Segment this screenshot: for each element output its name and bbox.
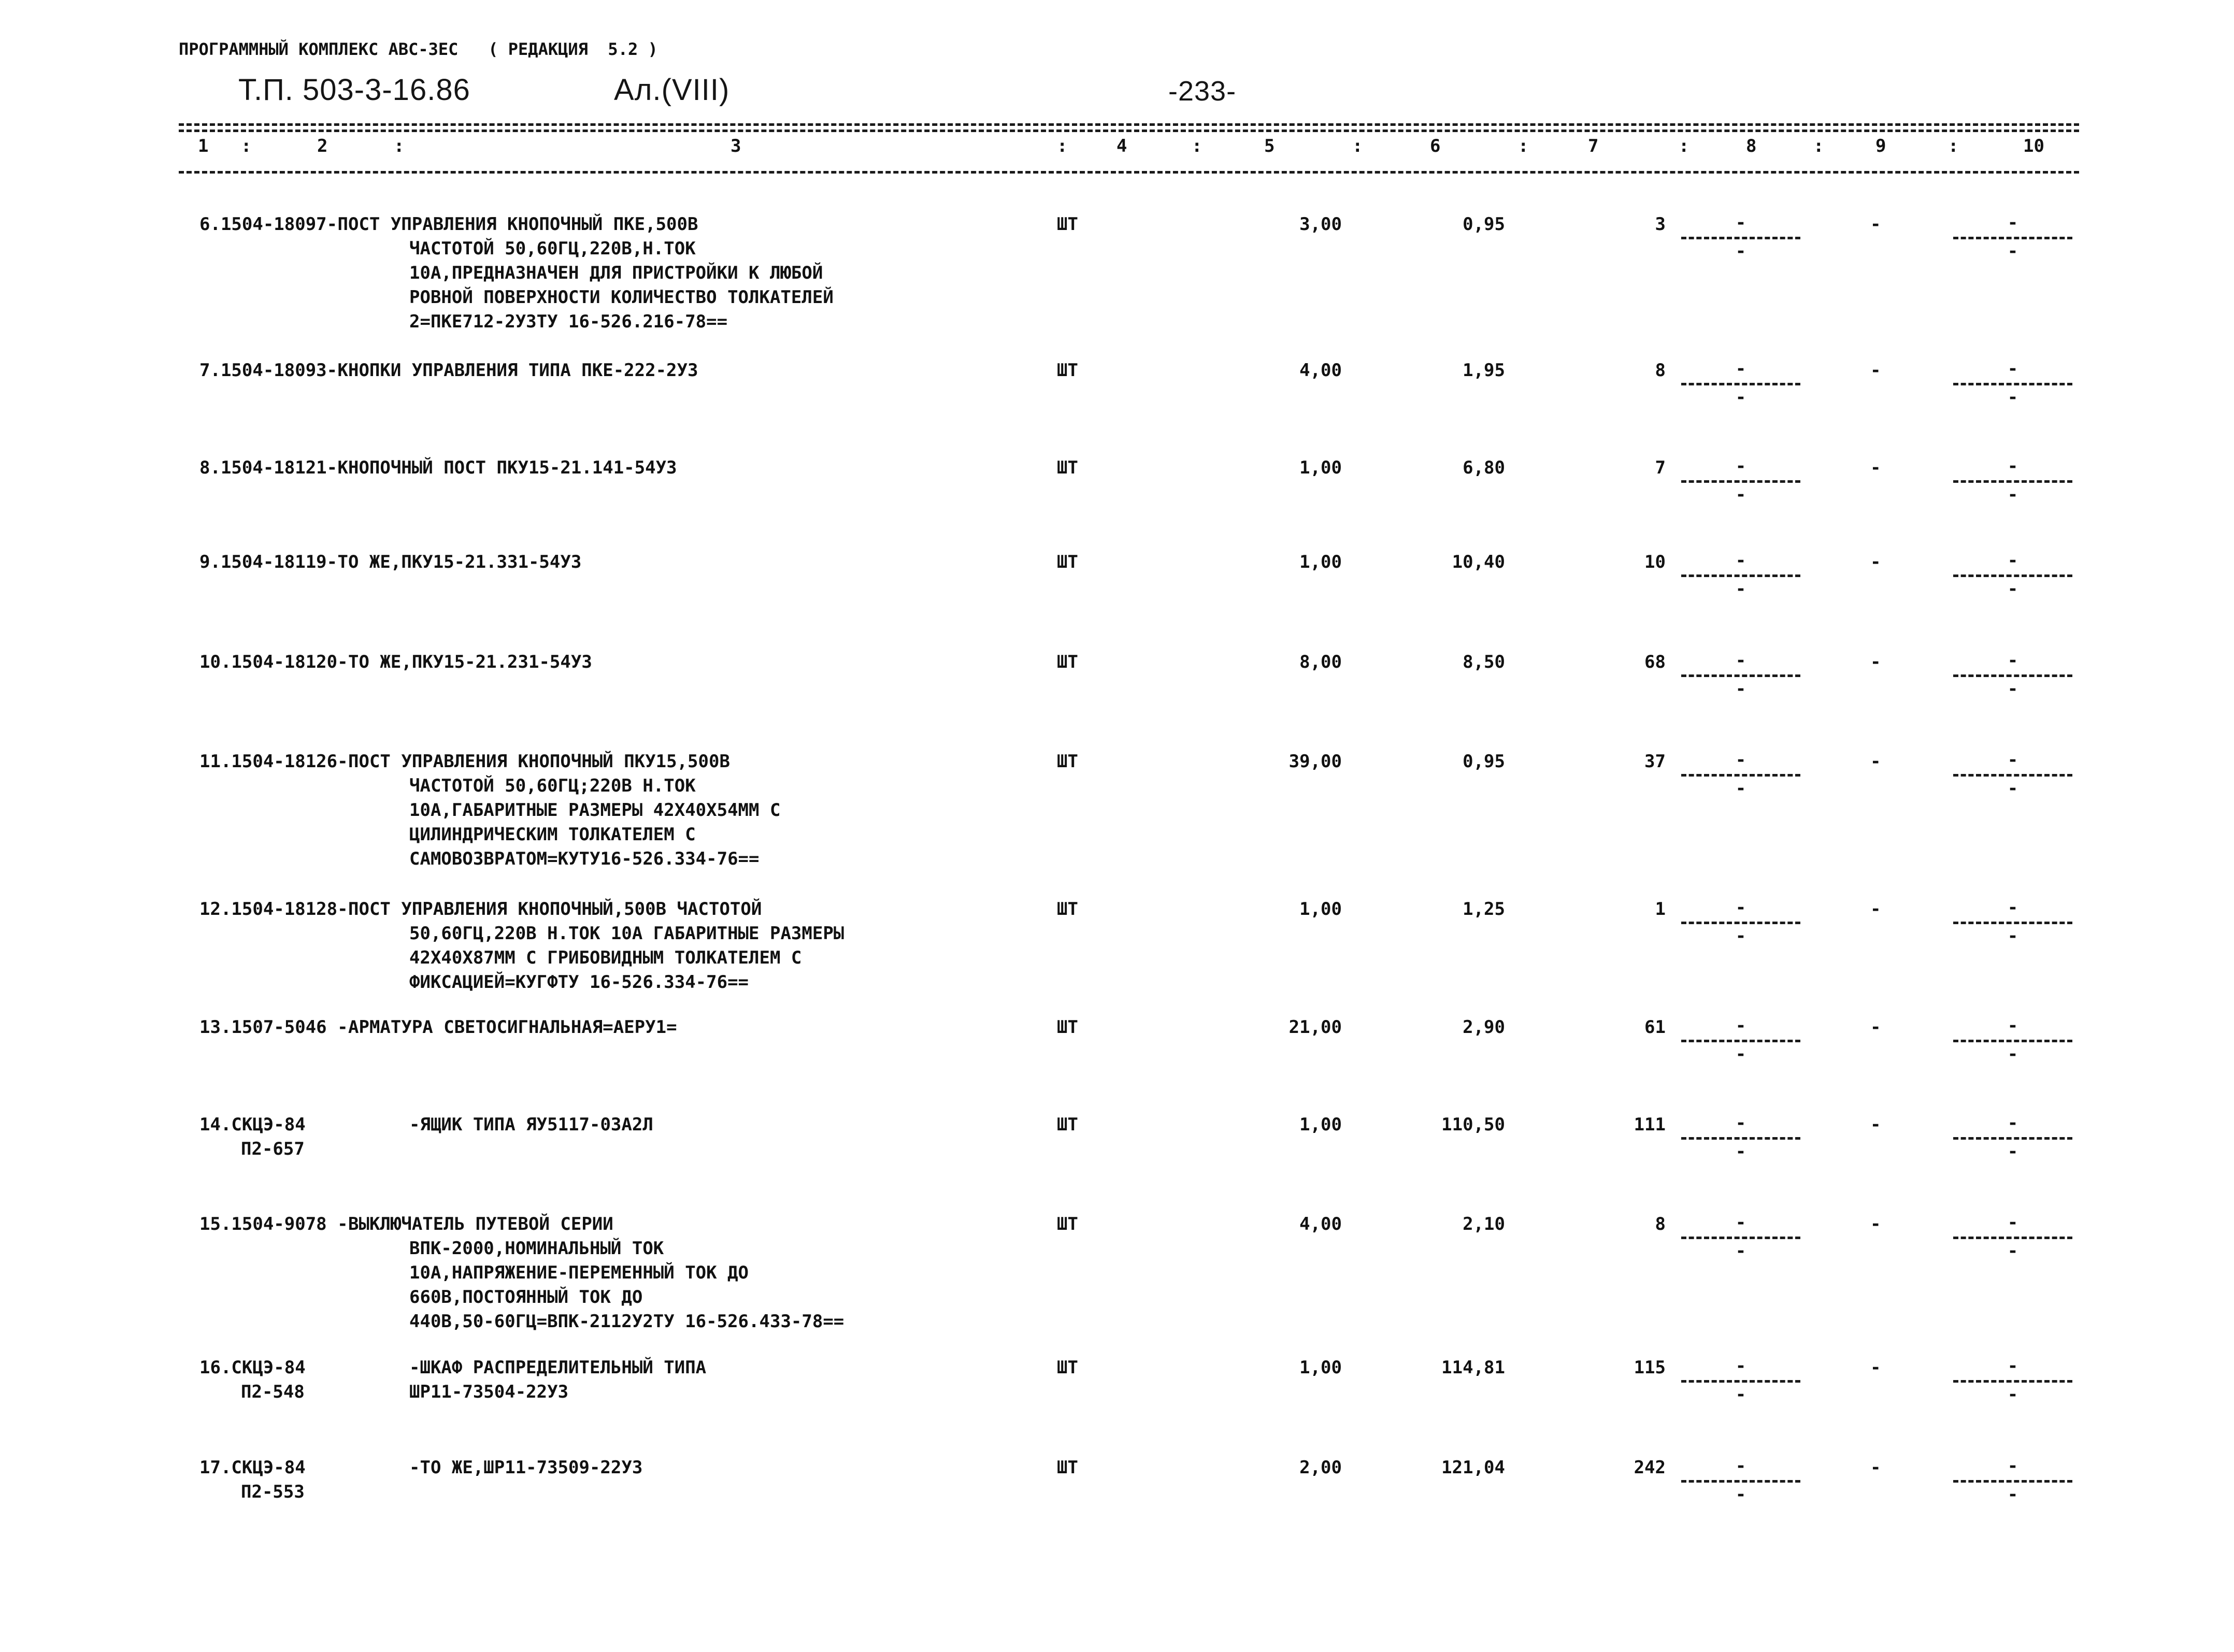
unit: ШТ [1057, 899, 1078, 920]
total-cost: 242 [1634, 1457, 1666, 1478]
column-separator: : [1948, 136, 1959, 156]
item-description-line: ЧАСТОТОЙ 50,60ГЦ,220В,Н.ТОК [409, 238, 696, 259]
column-8-top: - [1735, 212, 1746, 233]
item-description-line: -ЯЩИК ТИПА ЯУ5117-03А2Л [409, 1114, 653, 1135]
column-8-fraction [1681, 897, 1800, 954]
total-cost: 3 [1655, 214, 1666, 235]
column-8-bottom: - [1735, 579, 1746, 599]
column-8-top: - [1735, 1015, 1746, 1036]
item-description-line: 50,60ГЦ,220В Н.ТОК 10А ГАБАРИТНЫЕ РАЗМЕРЫ [409, 923, 844, 944]
unit-price: 8,50 [1463, 652, 1505, 672]
column-8-fraction [1681, 358, 1800, 415]
quantity: 1,00 [1299, 552, 1342, 572]
item-code: 9.1504-18119- [199, 552, 338, 572]
column-9-value: - [1870, 1114, 1881, 1135]
quantity: 4,00 [1299, 360, 1342, 381]
column-8-bottom: - [1735, 1141, 1746, 1162]
column-10-fraction [1953, 750, 2072, 807]
total-cost: 1 [1655, 899, 1666, 920]
quantity: 2,00 [1299, 1457, 1342, 1478]
column-9-value: - [1870, 652, 1881, 672]
column-8-bottom: - [1735, 778, 1746, 799]
page-number: -233- [1168, 76, 1237, 107]
item-description-line: ЧАСТОТОЙ 50,60ГЦ;220В Н.ТОК [409, 775, 696, 796]
unit: ШТ [1057, 1017, 1078, 1038]
column-8-fraction [1681, 1113, 1800, 1170]
column-separator: : [1813, 136, 1824, 156]
column-10-top: - [2007, 456, 2018, 477]
column-10-fraction [1953, 1356, 2072, 1413]
fraction-bar [1953, 383, 2072, 385]
unit: ШТ [1057, 214, 1078, 235]
column-8-bottom: - [1735, 679, 1746, 699]
fraction-bar [1953, 1480, 2072, 1483]
column-8-top: - [1735, 358, 1746, 379]
album-number: Ал.(VIII) [614, 73, 730, 107]
top-rule-2 [179, 130, 2079, 132]
quantity: 1,00 [1299, 1114, 1342, 1135]
column-8-top: - [1735, 750, 1746, 770]
column-8-top: - [1735, 1212, 1746, 1233]
fraction-bar [1681, 1480, 1800, 1483]
unit: ШТ [1057, 457, 1078, 478]
column-10-top: - [2007, 650, 2018, 671]
column-8-fraction [1681, 1456, 1800, 1513]
fraction-bar [1681, 674, 1800, 677]
quantity: 4,00 [1299, 1214, 1342, 1234]
column-8-top: - [1735, 1456, 1746, 1476]
fraction-bar [1953, 1380, 2072, 1383]
fraction-bar [1953, 1137, 2072, 1140]
item-code: 15.1504-9078 - [199, 1214, 348, 1234]
total-cost: 10 [1644, 552, 1666, 572]
fraction-bar [1681, 237, 1800, 239]
column-8-top: - [1735, 897, 1746, 918]
column-10-bottom: - [2007, 679, 2018, 699]
column-separator: : [394, 136, 405, 156]
item-description-line: ТО ЖЕ,ПКУ15-21.331-54УЗ [337, 552, 582, 572]
item-code: 12.1504-18128- [199, 899, 348, 920]
column-9-value: - [1870, 899, 1881, 920]
fraction-bar [1953, 1040, 2072, 1042]
column-8-top: - [1735, 550, 1746, 571]
item-code: 7.1504-18093- [199, 360, 338, 381]
item-code: 14.СКЦЭ-84 [199, 1114, 306, 1135]
unit: ШТ [1057, 751, 1078, 772]
item-description-line: -ТО ЖЕ,ШР11-73509-22УЗ [409, 1457, 643, 1478]
column-10-top: - [2007, 1356, 2018, 1376]
item-description-line: 10А,НАПРЯЖЕНИЕ-ПЕРЕМЕННЫЙ ТОК ДО [409, 1262, 749, 1283]
column-separator: : [1057, 136, 1068, 156]
column-10-fraction [1953, 1456, 2072, 1513]
drawing-number: Т.П. 503-3-16.86 [238, 73, 470, 107]
quantity: 39,00 [1288, 751, 1342, 772]
column-8-top: - [1735, 1113, 1746, 1133]
column-10-bottom: - [2007, 1141, 2018, 1162]
item-code-ref: П2-553 [241, 1482, 305, 1502]
item-code: 6.1504-18097- [199, 214, 338, 235]
column-10-fraction [1953, 1113, 2072, 1170]
item-description-line: 660В,ПОСТОЯННЫЙ ТОК ДО [409, 1287, 643, 1308]
fraction-bar [1681, 922, 1800, 924]
unit-price: 1,25 [1463, 899, 1505, 920]
unit: ШТ [1057, 552, 1078, 572]
top-rule [179, 123, 2079, 126]
column-header-6: 6 [1430, 136, 1441, 156]
column-header-1: 1 [198, 136, 209, 156]
column-10-top: - [2007, 1456, 2018, 1476]
total-cost: 37 [1644, 751, 1666, 772]
program-header: ПРОГРАММНЫЙ КОМПЛЕКС АВС-3ЕС ( РЕДАКЦИЯ 5.2 ) [179, 39, 658, 59]
fraction-bar [1953, 922, 2072, 924]
unit-price: 10,40 [1452, 552, 1505, 572]
column-9-value: - [1870, 360, 1881, 381]
unit: ШТ [1057, 360, 1078, 381]
column-10-fraction [1953, 358, 2072, 415]
column-header-7: 7 [1588, 136, 1599, 156]
column-separator: : [1192, 136, 1202, 156]
column-10-top: - [2007, 1113, 2018, 1133]
fraction-bar [1681, 1040, 1800, 1042]
column-10-top: - [2007, 1015, 2018, 1036]
total-cost: 68 [1644, 652, 1666, 672]
unit-price: 0,95 [1463, 214, 1505, 235]
column-9-value: - [1870, 751, 1881, 772]
item-description-line: 440В,50-60ГЦ=ВПК-2112У2ТУ 16-526.433-78== [409, 1311, 844, 1332]
column-8-fraction [1681, 550, 1800, 607]
unit-price: 2,90 [1463, 1017, 1505, 1038]
item-description-line: ПОСТ УПРАВЛЕНИЯ КНОПОЧНЫЙ ПКЕ,500В [337, 214, 698, 235]
fraction-bar [1681, 383, 1800, 385]
item-description-line: 10А,ГАБАРИТНЫЕ РАЗМЕРЫ 42Х40Х54ММ С [409, 800, 781, 821]
column-10-bottom: - [2007, 1384, 2018, 1405]
total-cost: 8 [1655, 360, 1666, 381]
column-10-top: - [2007, 550, 2018, 571]
item-code-ref: П2-548 [241, 1382, 305, 1402]
column-header-4: 4 [1116, 136, 1127, 156]
column-8-fraction [1681, 1015, 1800, 1072]
fraction-bar [1681, 480, 1800, 483]
column-8-fraction [1681, 212, 1800, 269]
unit-price: 121,04 [1441, 1457, 1505, 1478]
fraction-bar [1681, 774, 1800, 777]
unit: ШТ [1057, 1114, 1078, 1135]
item-description-line: -ШКАФ РАСПРЕДЕЛИТЕЛЬНЫЙ ТИПА [409, 1357, 707, 1378]
item-code: 10.1504-18120- [199, 652, 348, 672]
item-description-line: ВЫКЛЮЧАТЕЛЬ ПУТЕВОЙ СЕРИИ [348, 1214, 613, 1234]
column-10-fraction [1953, 650, 2072, 707]
column-8-bottom: - [1735, 1241, 1746, 1261]
column-8-bottom: - [1735, 1384, 1746, 1405]
unit-price: 6,80 [1463, 457, 1505, 478]
column-9-value: - [1870, 552, 1881, 572]
item-description-line: 42Х40Х87ММ С ГРИБОВИДНЫМ ТОЛКАТЕЛЕМ С [409, 947, 802, 968]
item-description-line: САМОВОЗВРАТОМ=КУТУ16-526.334-76== [409, 849, 760, 869]
column-10-bottom: - [2007, 579, 2018, 599]
column-8-fraction [1681, 1356, 1800, 1413]
item-description-line: АРМАТУРА СВЕТОСИГНАЛЬНАЯ=АЕРУ1= [348, 1017, 677, 1038]
column-10-bottom: - [2007, 926, 2018, 946]
column-separator: : [1518, 136, 1529, 156]
column-8-fraction [1681, 456, 1800, 513]
quantity: 1,00 [1299, 457, 1342, 478]
quantity: 8,00 [1299, 652, 1342, 672]
column-9-value: - [1870, 1457, 1881, 1478]
column-header-5: 5 [1264, 136, 1275, 156]
item-description-line: РОВНОЙ ПОВЕРХНОСТИ КОЛИЧЕСТВО ТОЛКАТЕЛЕЙ [409, 287, 834, 308]
column-10-fraction [1953, 456, 2072, 513]
column-9-value: - [1870, 214, 1881, 235]
item-description-line: 2=ПКЕ712-2УЗТУ 16-526.216-78== [409, 311, 728, 332]
unit: ШТ [1057, 652, 1078, 672]
column-9-value: - [1870, 1017, 1881, 1038]
unit-price: 0,95 [1463, 751, 1505, 772]
column-8-top: - [1735, 456, 1746, 477]
column-header-10: 10 [2023, 136, 2044, 156]
item-code: 17.СКЦЭ-84 [199, 1457, 306, 1478]
item-code: 16.СКЦЭ-84 [199, 1357, 306, 1378]
item-description-line: ФИКСАЦИЕЙ=КУГФТУ 16-526.334-76== [409, 972, 749, 993]
item-description-line: ЦИЛИНДРИЧЕСКИМ ТОЛКАТЕЛЕМ С [409, 824, 696, 845]
fraction-bar [1681, 1137, 1800, 1140]
column-10-top: - [2007, 1212, 2018, 1233]
column-10-bottom: - [2007, 1241, 2018, 1261]
column-10-top: - [2007, 897, 2018, 918]
fraction-bar [1953, 674, 2072, 677]
column-9-value: - [1870, 1357, 1881, 1378]
unit-price: 2,10 [1463, 1214, 1505, 1234]
column-header-3: 3 [731, 136, 741, 156]
column-10-top: - [2007, 212, 2018, 233]
column-header-9: 9 [1875, 136, 1886, 156]
item-description-line: КНОПОЧНЫЙ ПОСТ ПКУ15-21.141-54УЗ [337, 457, 677, 478]
column-separator: : [1352, 136, 1363, 156]
item-description-line: ВПК-2000,НОМИНАЛЬНЫЙ ТОК [409, 1238, 664, 1259]
item-code-ref: П2-657 [241, 1139, 305, 1159]
item-description-line: КНОПКИ УПРАВЛЕНИЯ ТИПА ПКЕ-222-2УЗ [337, 360, 698, 381]
column-8-bottom: - [1735, 1044, 1746, 1065]
unit-price: 110,50 [1441, 1114, 1505, 1135]
quantity: 1,00 [1299, 1357, 1342, 1378]
column-8-top: - [1735, 1356, 1746, 1376]
column-10-bottom: - [2007, 484, 2018, 505]
column-8-bottom: - [1735, 241, 1746, 262]
column-8-bottom: - [1735, 387, 1746, 408]
total-cost: 111 [1634, 1114, 1666, 1135]
unit: ШТ [1057, 1214, 1078, 1234]
column-10-fraction [1953, 897, 2072, 954]
column-10-bottom: - [2007, 387, 2018, 408]
fraction-bar [1953, 237, 2072, 239]
fraction-bar [1953, 1237, 2072, 1239]
item-code: 11.1504-18126- [199, 751, 348, 772]
fraction-bar [1953, 574, 2072, 577]
column-10-fraction [1953, 1212, 2072, 1269]
column-separator: : [1679, 136, 1689, 156]
fraction-bar [1681, 574, 1800, 577]
total-cost: 8 [1655, 1214, 1666, 1234]
quantity: 21,00 [1288, 1017, 1342, 1038]
unit: ШТ [1057, 1457, 1078, 1478]
item-description-line: ШР11-73504-22УЗ [409, 1382, 569, 1402]
fraction-bar [1953, 480, 2072, 483]
column-10-fraction [1953, 212, 2072, 269]
column-8-fraction [1681, 750, 1800, 807]
header-bottom-rule [179, 171, 2079, 174]
column-8-bottom: - [1735, 926, 1746, 946]
column-9-value: - [1870, 1214, 1881, 1234]
column-10-fraction [1953, 1015, 2072, 1072]
column-8-fraction [1681, 1212, 1800, 1269]
item-description-line: ТО ЖЕ,ПКУ15-21.231-54УЗ [348, 652, 592, 672]
column-10-bottom: - [2007, 1484, 2018, 1505]
fraction-bar [1681, 1380, 1800, 1383]
quantity: 1,00 [1299, 899, 1342, 920]
fraction-bar [1681, 1237, 1800, 1239]
item-description-line: ПОСТ УПРАВЛЕНИЯ КНОПОЧНЫЙ,500В ЧАСТОТОЙ [348, 899, 762, 920]
column-10-top: - [2007, 750, 2018, 770]
column-8-bottom: - [1735, 484, 1746, 505]
unit-price: 1,95 [1463, 360, 1505, 381]
column-8-bottom: - [1735, 1484, 1746, 1505]
column-10-fraction [1953, 550, 2072, 607]
total-cost: 61 [1644, 1017, 1666, 1038]
item-description-line: ПОСТ УПРАВЛЕНИЯ КНОПОЧНЫЙ ПКУ15,500В [348, 751, 730, 772]
total-cost: 7 [1655, 457, 1666, 478]
column-10-bottom: - [2007, 241, 2018, 262]
column-10-bottom: - [2007, 778, 2018, 799]
column-header-2: 2 [317, 136, 328, 156]
fraction-bar [1953, 774, 2072, 777]
item-description-line: 10А,ПРЕДНАЗНАЧЕН ДЛЯ ПРИСТРОЙКИ К ЛЮБОЙ [409, 263, 823, 283]
item-code: 8.1504-18121- [199, 457, 338, 478]
column-separator: : [241, 136, 252, 156]
column-10-bottom: - [2007, 1044, 2018, 1065]
column-header-8: 8 [1746, 136, 1757, 156]
column-10-top: - [2007, 358, 2018, 379]
item-code: 13.1507-5046 - [199, 1017, 348, 1038]
column-8-top: - [1735, 650, 1746, 671]
quantity: 3,00 [1299, 214, 1342, 235]
unit-price: 114,81 [1441, 1357, 1505, 1378]
column-8-fraction [1681, 650, 1800, 707]
unit: ШТ [1057, 1357, 1078, 1378]
column-9-value: - [1870, 457, 1881, 478]
total-cost: 115 [1634, 1357, 1666, 1378]
